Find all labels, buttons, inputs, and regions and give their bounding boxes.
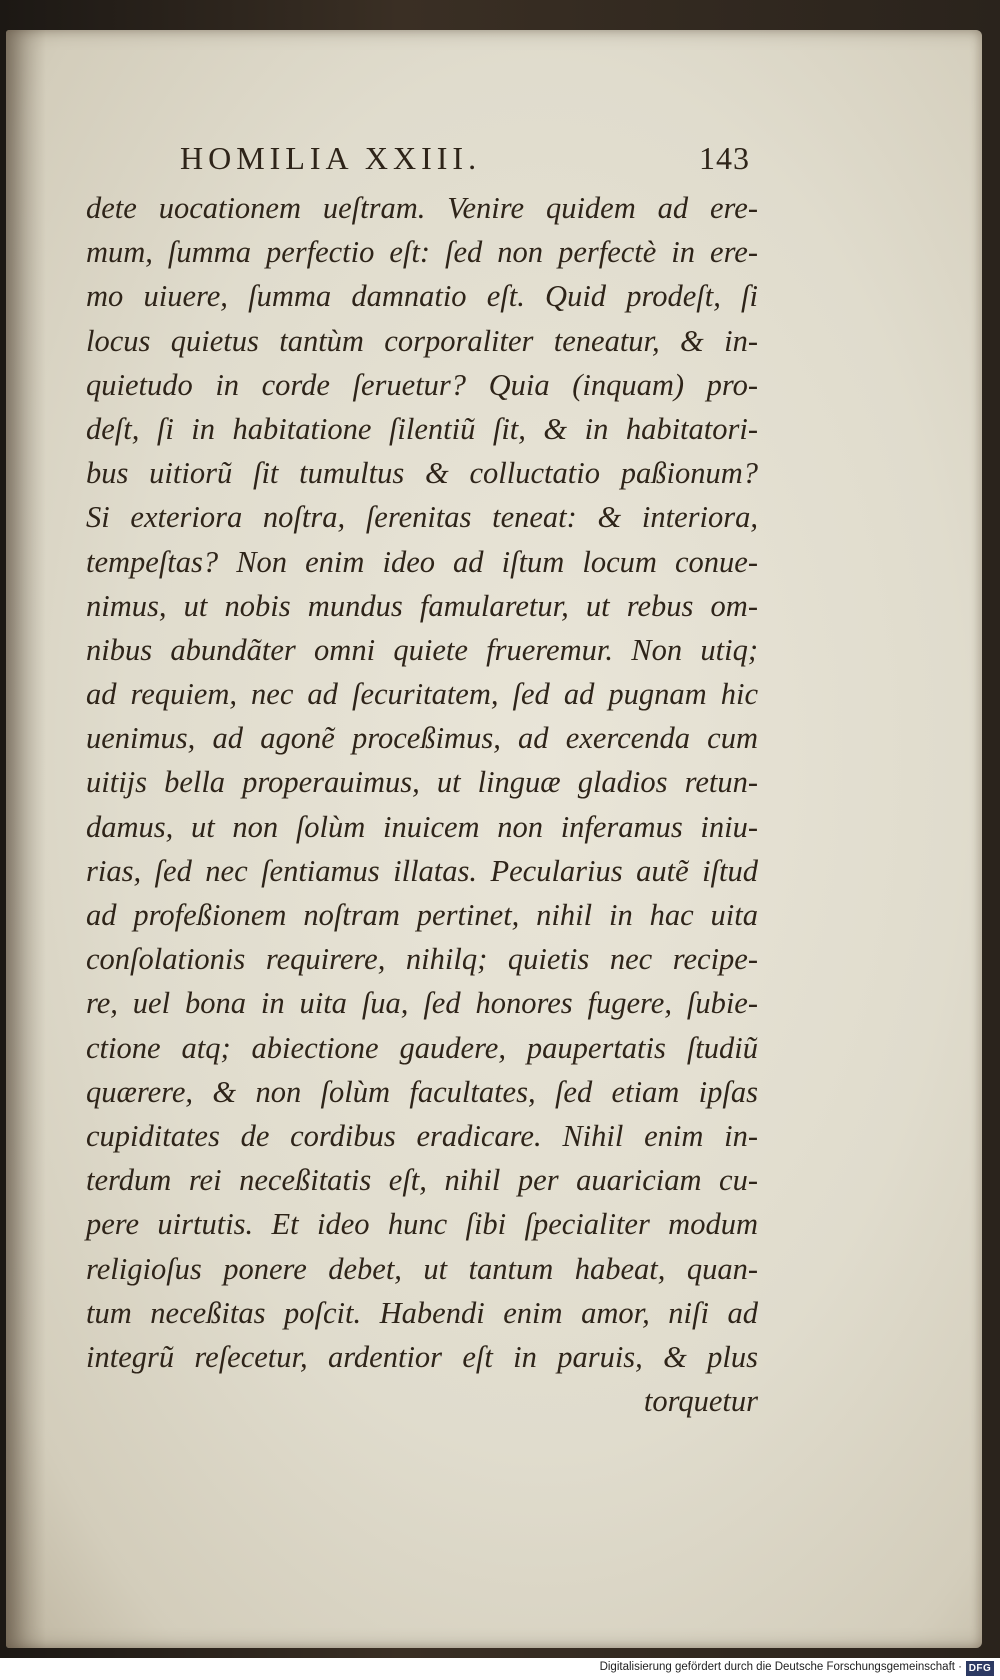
- text-line: terdum rei neceßitatis eſt, nihil per auariciam cu-: [86, 1163, 758, 1198]
- text-line: integrũ reſecetur, ardentior eſt in paruis, & plus: [86, 1339, 758, 1374]
- text-line: cupiditates de cordibus eradicare. Nihil enim in-: [86, 1118, 758, 1153]
- text-line: quærere, & non ſolùm facultates, ſed etiam ipſas: [86, 1074, 758, 1109]
- text-line: pere uirtutis. Et ideo hunc ſibi ſpecialiter modum: [86, 1207, 758, 1242]
- text-line: deſt, ſi in habitatione ſilentiũ ſit, & in habitatori-: [86, 411, 758, 446]
- text-line: quietudo in corde ſeruetur? Quia (inquam) pro-: [86, 367, 758, 402]
- text-line: uenimus, ad agonẽ proceßimus, ad exercenda cum: [86, 721, 758, 756]
- text-line: tempeſtas? Non enim ideo ad iſtum locum conue-: [86, 544, 758, 579]
- text-line: torquetur: [643, 1384, 758, 1419]
- running-head-title: HOMILIA XXIII.: [180, 140, 482, 176]
- text-line: ctione atq; abiectione gaudere, paupertatis ſtudiũ: [86, 1030, 758, 1065]
- body-text: [86, 186, 758, 1423]
- text-line: religioſus ponere debet, ut tantum habeat, quan-: [86, 1251, 758, 1286]
- text-line: ad profeßionem noſtram pertinet, nihil in hac uita: [86, 898, 758, 932]
- text-line: ad requiem, nec ad ſecuritatem, ſed ad pugnam hic: [86, 677, 758, 712]
- text-line: mo uiuere, ſumma damnatio eſt. Quid prodeſt, ſi: [86, 279, 758, 314]
- text-line: rias, ſed nec ſentiamus illatas. Pecularius autẽ iſtud: [86, 853, 758, 888]
- running-head: [180, 140, 750, 184]
- gutter-shadow: [6, 30, 46, 1648]
- text-line: tum neceßitas poſcit. Habendi enim amor, niſi ad: [86, 1295, 758, 1330]
- text-line: uitijs bella properauimus, ut linguæ gladios retun-: [86, 765, 758, 800]
- text-line: conſolationis requirere, nihilq; quietis nec recipe-: [86, 942, 758, 977]
- text-line: re, uel bona in uita ſua, ſed honores fugere, ſubie-: [86, 986, 758, 1021]
- footer-bar: [0, 1658, 1000, 1680]
- page-number: 143: [699, 140, 750, 176]
- text-line: mum, ſumma perfectio eſt: ſed non perfectè in ere-: [86, 235, 758, 270]
- text-line: locus quietus tantùm corporaliter teneatur, & in-: [86, 323, 758, 358]
- text-line: damus, ut non ſolùm inuicem non inferamus iniu-: [86, 809, 758, 844]
- text-line: nimus, ut nobis mundus famularetur, ut rebus om-: [86, 588, 758, 623]
- text-line: dete uocationem ueſtram. Venire quidem ad ere-: [86, 191, 758, 225]
- text-line: bus uitiorũ ſit tumultus & colluctatio paßionum?: [86, 456, 758, 491]
- text-line: Si exteriora noſtra, ſerenitas teneat: & interiora,: [86, 500, 758, 535]
- dfg-logo-icon: DFG: [966, 1661, 994, 1676]
- text-line: nibus abundãter omni quiete frueremur. Non utiq;: [86, 632, 758, 667]
- funding-credit: Digitalisierung gefördert durch die Deutsche Forschungsgemeinschaft ·: [599, 1661, 962, 1673]
